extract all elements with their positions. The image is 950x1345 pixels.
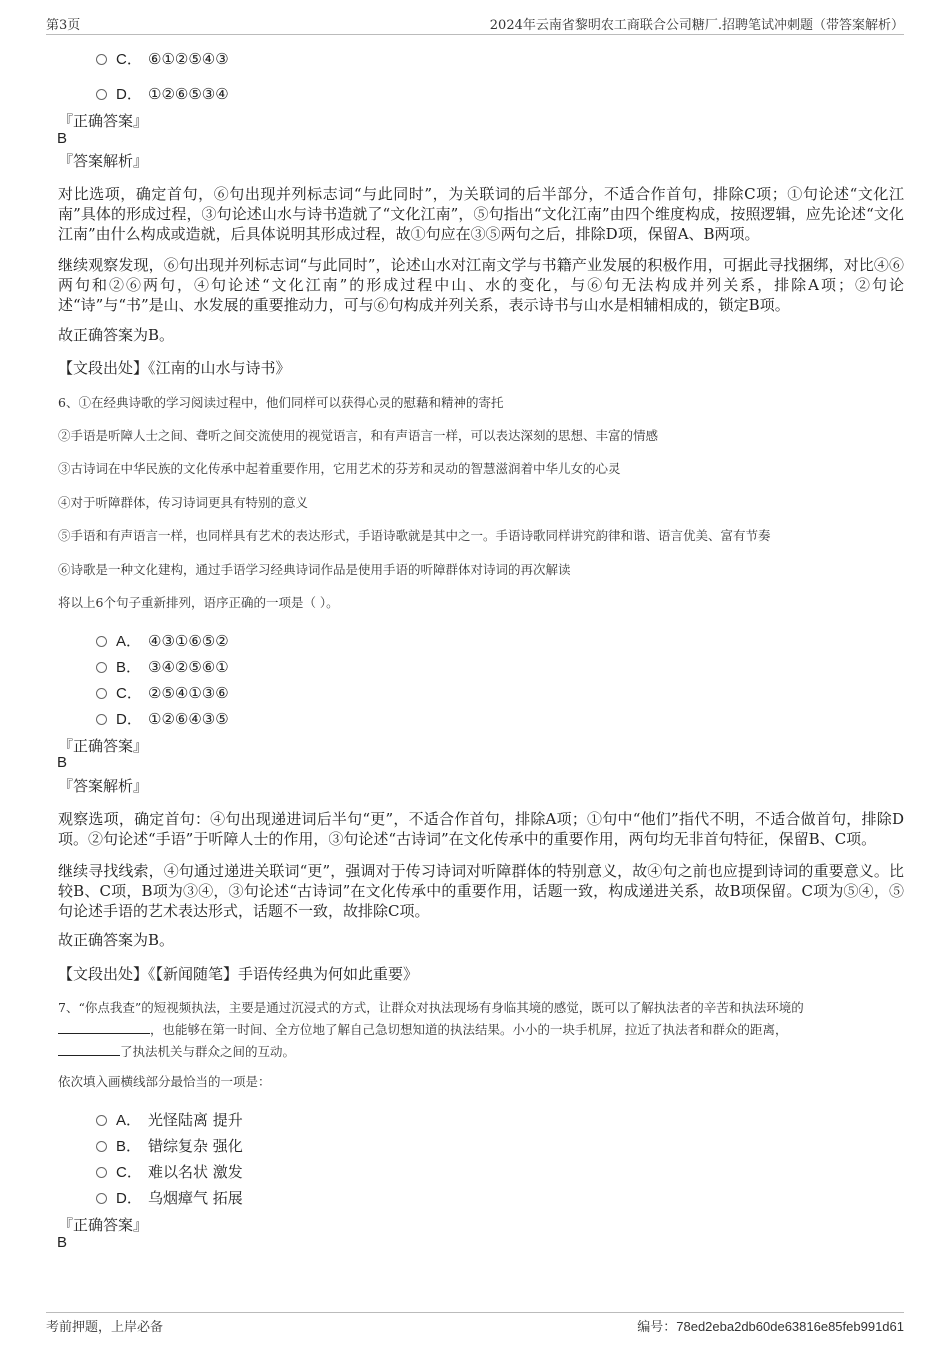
q6-prompt: 将以上6个句子重新排列，语序正确的一项是（ ）。	[58, 595, 339, 610]
q5-answer: B	[57, 130, 68, 147]
q7-answer: B	[57, 1234, 68, 1251]
radio-icon[interactable]	[96, 662, 107, 673]
q6-stem-line: 6、①在经典诗歌的学习阅读过程中，他们同样可以获得心灵的慰藉和精神的寄托	[58, 395, 504, 410]
footer-slogan: 考前押题，上岸必备	[46, 1320, 164, 1335]
q5-analysis-paragraph: 对比选项，确定首句，⑥句出现并列标志词“与此同时”，为关联词的后半部分，不适合作首句，排除C项；①句论述“文化江南”具体的形成过程，③句论述山水与诗书造就了“文化江南”，⑤句指出“文化江南”由四个维度构成，按照逻辑，应先论述“文化江南”由什么构成或造就，后具体说明其形成过程，故①句应在③⑤两句之后，排除D项，保留A、B两项。	[58, 185, 904, 243]
radio-icon[interactable]	[96, 1115, 107, 1126]
radio-icon[interactable]	[96, 1141, 107, 1152]
q6-option-a[interactable]: A． ④③①⑥⑤②	[96, 630, 229, 651]
fill-blank-2[interactable]	[58, 1043, 120, 1056]
q7-answer-label: 『正确答案』	[58, 1216, 149, 1234]
q7-option-b[interactable]: B． 错综复杂 强化	[96, 1135, 243, 1156]
q6-conclusion: 故正确答案为B。	[58, 931, 175, 949]
radio-icon[interactable]	[96, 89, 107, 100]
q7-prompt: 依次填入画横线部分最恰当的一项是：	[58, 1074, 271, 1089]
footer-code: 编号：78ed2eba2db60de63816e85feb991d61	[637, 1319, 904, 1335]
document-title: 2024年云南省黎明农工商联合公司糖厂.招聘笔试冲刺题（带答案解析）	[489, 18, 904, 33]
q6-option-b[interactable]: B． ③④②⑤⑥①	[96, 656, 229, 677]
radio-icon[interactable]	[96, 636, 107, 647]
q6-sentence: ④对于听障群体，传习诗词更具有特别的意义	[58, 495, 309, 510]
q5-option-d[interactable]: D． ①②⑥⑤③④	[96, 83, 229, 104]
q6-option-d[interactable]: D． ①②⑥④③⑤	[96, 708, 229, 729]
q5-option-c[interactable]: C． ⑥①②⑤④③	[96, 48, 229, 69]
page-footer	[46, 1312, 904, 1338]
radio-icon[interactable]	[96, 688, 107, 699]
q7-option-a[interactable]: A． 光怪陆离 提升	[96, 1109, 243, 1130]
q6-sentence: ⑥诗歌是一种文化建构，通过手语学习经典诗词作品是使用手语的听障群体对诗词的再次解读	[58, 562, 571, 577]
page-header	[46, 14, 904, 35]
q6-source: 【文段出处】《【新闻随笔】手语传经典为何如此重要》	[58, 965, 419, 983]
q6-analysis-label: 『答案解析』	[58, 777, 149, 795]
q5-analysis-paragraph: 继续观察发现，⑥句出现并列标志词“与此同时”，论述山水对江南文学与书籍产业发展的积极作用，可据此寻找捆绑，对比④⑥两句和②⑥两句，④句论述“文化江南”的形成过程中山、水的变化，与⑥句无法构成并列关系，排除A项；②句论述“诗”与“书”是山、水发展的重要推动力，可与⑥句构成并列关系，表示诗书与山水是相辅相成的，锁定B项。	[58, 256, 904, 314]
q6-answer-label: 『正确答案』	[58, 737, 149, 755]
q7-option-c[interactable]: C． 难以名状 激发	[96, 1161, 243, 1182]
q5-conclusion: 故正确答案为B。	[58, 326, 175, 344]
radio-icon[interactable]	[96, 1167, 107, 1178]
radio-icon[interactable]	[96, 1193, 107, 1204]
q5-analysis-label: 『答案解析』	[58, 152, 149, 170]
q6-option-c[interactable]: C． ②⑤④①③⑥	[96, 682, 229, 703]
page-number: 第3页	[46, 18, 81, 33]
q6-sentence: ③古诗词在中华民族的文化传承中起着重要作用，它用艺术的芬芳和灵动的智慧滋润着中华儿女的心灵	[58, 461, 621, 476]
q6-sentence: ⑤手语和有声语言一样，也同样具有艺术的表达形式，手语诗歌就是其中之一。手语诗歌同样讲究韵律和谐、语言优美、富有节奏	[58, 528, 771, 543]
radio-icon[interactable]	[96, 714, 107, 725]
q6-sentence: ②手语是听障人士之间、聋听之间交流使用的视觉语言，和有声语言一样，可以表达深刻的思想、丰富的情感	[58, 428, 659, 443]
radio-icon[interactable]	[96, 54, 107, 65]
q6-answer: B	[57, 754, 68, 771]
q6-analysis-paragraph: 继续寻找线索，④句通过递进关联词“更”，强调对于传习诗词对听障群体的特别意义，故④句之前也应提到诗词的重要意义。比较B、C项，B项为③④，③句论述“古诗词”在文化传承中的重要作用，话题一致，构成递进关系，故B项保留。C项为⑤④，⑤句论述手语的艺术表达形式，话题不一致，故排除C项。	[58, 862, 904, 920]
q5-source: 【文段出处】《江南的山水与诗书》	[58, 359, 291, 377]
fill-blank-1[interactable]	[58, 1021, 150, 1034]
q7-stem: 7、“你点我查”的短视频执法，主要是通过沉浸式的方式，让群众对执法现场有身临其境的感觉，既可以了解执法者的辛苦和执法环境的 ，也能够在第一时间、全方位地了解自己急切想知道的执法结果。小小的一块手机屏，拉近了执法者和群众的距离， 了执法机关与群众之间的互动。	[58, 1000, 804, 1059]
q7-option-d[interactable]: D． 乌烟瘴气 拓展	[96, 1187, 243, 1208]
q5-answer-label: 『正确答案』	[58, 112, 149, 130]
q6-analysis-paragraph: 观察选项，确定首句：④句出现递进词后半句“更”，不适合作首句，排除A项；①句中“他们”指代不明，不适合做首句，排除D项。②句论述“手语”于听障人士的作用，③句论述“古诗词”在文化传承中的重要作用，两句均无非首句特征，保留B、C项。	[58, 810, 904, 848]
